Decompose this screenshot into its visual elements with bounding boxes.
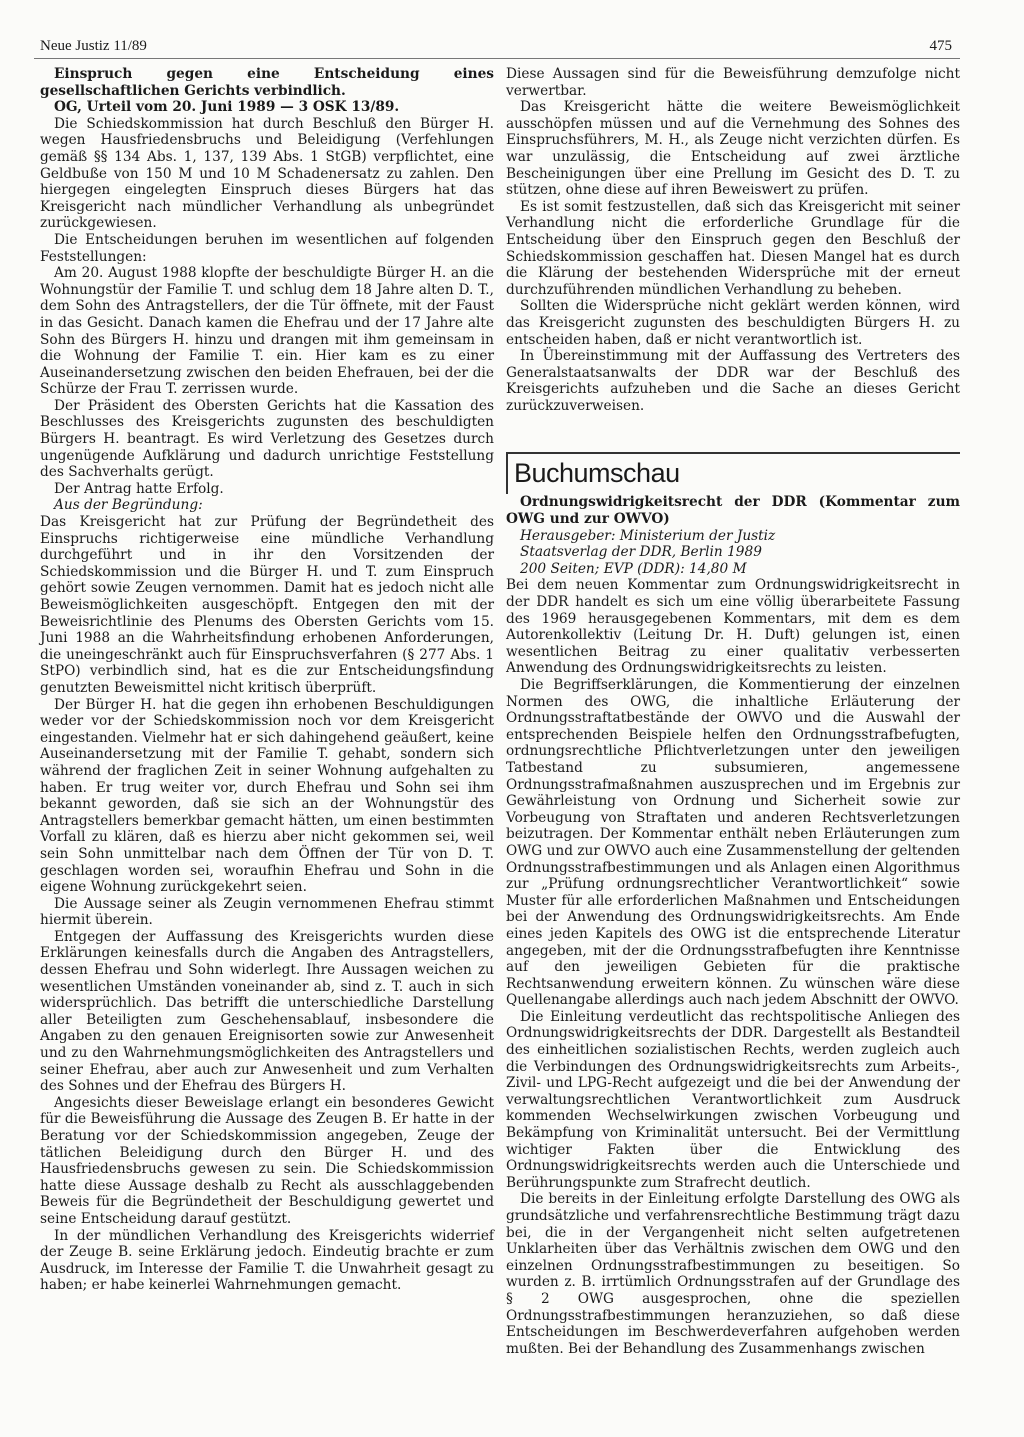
reasoning-subheading: Aus der Begründung:	[54, 497, 203, 514]
journal-issue: Neue Justiz 11/89	[40, 38, 147, 54]
book-editor: Herausgeber: Ministerium der Justiz	[520, 527, 776, 544]
paragraph: Diese Aussagen sind für die Beweisführung demzufolge nicht verwertbar.	[506, 66, 960, 99]
paragraph: Angesichts dieser Beweislage erlangt ein besonderes Gewicht für die Beweisführung die Aussage des Zeugen B. Er hatte in der Beratung vor der Schiedskommission angegeben, Zeuge der tätlichen Beleidigung durch den Bürger H. und des Hausfriedensbruchs gewesen zu sein. Die Schiedskommission hatte diese Aussage deshalb zu Recht als ausschlaggebenden Beweis für die Begründetheit der Beschuldigung gewertet und seine Entscheidung darauf gestützt.	[40, 1094, 494, 1227]
review-paragraph: Die Begriffserklärungen, die Kommentierung der einzelnen Normen des OWG, die inhaltliche Erläuterung der Ordnungsstraftatbestände der OWVO und die Auswahl der entsprechenden Beispiele helfen den Ordnungsstrafbefugten, ordnungsrechtliche Pflichtverletzungen unter den jeweiligen Tatbestand zu subsumieren, angemessene Ordnungsstrafmaßnahmen auszusprechen und im Ergebnis zur Gewährleistung von Ordnung und Sicherheit sowie zur Vorbeugung von Straftaten und anderen Rechtsverletzungen beizutragen. Der Kommentar enthält neben Erläuterungen zum OWG und zur OWVO auch eine Zusammenstellung der geltenden Ordnungsstrafbestimmungen und als Anlagen einen Algorithmus zur „Prüfung ordnungsrechtlicher Verantwortlichkeit“ sowie Muster für alle erforderlichen Maßnahmen und Entscheidungen bei der Anwendung des Ordnungswidrigkeitsrechts. Am Ende eines jeden Kapitels des OWG ist die entsprechende Literatur angegeben, mit der die Ordnungsstrafbefugten ihre Kenntnisse auf den jeweiligen Gebieten für die praktische Rechtsanwendung erweitern können. Zu wünschen wäre diese Quellenangabe allerdings auch nach jedem Abschnitt der OWVO.	[506, 677, 960, 1009]
paragraph: Sollten die Widersprüche nicht geklärt werden können, wird das Kreisgericht zugunsten des beschuldigten Bürgers H. zu entscheiden haben, daß er nicht verantwortlich ist.	[506, 298, 960, 348]
paragraph: Das Kreisgericht hat zur Prüfung der Begründetheit des Einspruchs richtigerweise eine mündliche Verhandlung durchgeführt und in ihr den Vorsitzenden der Schiedskommission und die Bürger H. und T. zum Einspruch gehört sowie Zeugen vernommen. Damit hat es jedoch nicht alle Beweismöglichkeiten ausgeschöpft. Entgegen den mit der Beweisrichtlinie des Plenums des Obersten Gerichts vom 15. Juni 1988 an die Wahrheitsfindung erhobenen Anforderungen, die uneingeschränkt auch für Einspruchsverfahren (§ 277 Abs. 1 StPO) verbindlich sind, hat es die zur Entscheidungsfindung genutzten Beweismittel nicht kritisch überprüft.	[40, 514, 494, 696]
book-price: 200 Seiten; EVP (DDR): 14,80 M	[520, 560, 747, 577]
page-header	[40, 38, 960, 58]
review-paragraph: Bei dem neuen Kommentar zum Ordnungswidrigkeitsrecht in der DDR handelt es sich um eine völlig überarbeitete Fassung des 1969 herausgegebenen Kommentars, mit dem es dem Autorenkollektiv (Leitung Dr. H. Duft) gelungen ist, einen wesentlichen Beitrag zu einer qualitativ verbesserten Anwendung des Ordnungswidrigkeitsrechts zu leisten.	[506, 577, 960, 677]
review-paragraph: Die Einleitung verdeutlicht das rechtspolitische Anliegen des Ordnungswidrigkeitsrechts der DDR. Dargestellt als Bestandteil des einheitlichen sozialistischen Rechts, werden zugleich auch die Verbindungen des Ordnungswidrigkeitsrechts zum Arbeits-, Zivil- und LPG-Recht aufgezeigt und die bei der Anwendung der verwaltungsrechtlichen Verantwortlichkeit zum Ausdruck kommenden Wechselwirkungen zwischen Vorbeugung und Bekämpfung von Kriminalität untersucht. Bei der Vermittlung wichtiger Fakten über die Entwicklung des Ordnungswidrigkeitsrechts werden auch die Unterschiede und Berührungspunkte zum Strafrecht deutlich.	[506, 1008, 960, 1191]
paragraph: Die Entscheidungen beruhen im wesentlichen auf folgenden Feststellungen:	[40, 231, 494, 265]
paragraph: Der Bürger H. hat die gegen ihn erhobenen Beschuldigungen weder vor der Schiedskommission noch vor dem Kreisgericht eingestanden. Vielmehr hat er sich dahingehend geäußert, keine Auseinandersetzung mit der Familie T. gehabt, sondern sich während der fraglichen Zeit in seiner Wohnung aufgehalten zu haben. Er trug weiter vor, durch Ehefrau und Sohn sei ihm bekannt geworden, daß sie sich an der Wohnungstür des Antragstellers bemerkbar gemacht hätten, um einen bestimmten Vorfall zu klären, daß es hierzu aber nicht gekommen sei, weil sein Sohn unmittelbar nach dem Öffnen der Tür von D. T. geschlagen worden sei, woraufhin Ehefrau und Sohn in die eigene Wohnung zurückgekehrt seien.	[40, 696, 494, 896]
paragraph: Es ist somit festzustellen, daß sich das Kreisgericht mit seiner Verhandlung nicht die erforderliche Grundlage für die Entscheidung über den Einspruch gegen den Beschluß der Schiedskommission geschaffen hat. Diesen Mangel hat es durch die Klärung der bestehenden Widersprüche mit der erneut durchzuführenden mündlichen Verhandlung zu beheben.	[506, 198, 960, 298]
case-citation: OG, Urteil vom 20. Juni 1989 — 3 OSK 13/89.	[54, 99, 400, 116]
header-rule	[34, 58, 960, 59]
paragraph: Die Schiedskommission hat durch Beschluß den Bürger H. wegen Hausfriedensbruchs und Beleidigung (Verfehlungen gemäß §§ 134 Abs. 1, 137, 139 Abs. 1 StGB) verpflichtet, eine Geldbuße von 150 M und 10 M Schadenersatz zu zahlen. Den hiergegen eingelegten Einspruch dieses Bürgers hat das Kreisgericht nach mündlicher Verhandlung als unbegründet zurückgewiesen.	[40, 115, 494, 232]
page-number: 475	[929, 38, 952, 54]
right-column	[506, 66, 960, 1357]
paragraph: In der mündlichen Verhandlung des Kreisgerichts widerrief der Zeuge B. seine Erklärung jedoch. Eindeutig brachte er zum Ausdruck, im Interesse der Familie T. die Unwahrheit gesagt zu haben; er habe keinerlei Wahrnehmungen gemacht.	[40, 1227, 494, 1294]
book-review-section	[506, 452, 960, 494]
case-headline: Einspruch gegen eine Entscheidung eines gesellschaftlichen Gerichts verbindlich.	[40, 66, 494, 99]
book-title: Ordnungswidrigkeitsrecht der DDR (Kommentar zum OWG und zur OWVO)	[506, 494, 960, 528]
book-publisher: Staatsverlag der DDR, Berlin 1989	[520, 544, 762, 561]
section-title: Buchumschau	[514, 458, 680, 489]
review-paragraph: Die bereits in der Einleitung erfolgte Darstellung des OWG als grundsätzliche und verfahrensrechtliche Bestimmung trägt dazu bei, die in der Vergangenheit nicht selten aufgetretenen Unklarheiten über das Verhältnis zwischen dem OWG und den einzelnen Ordnungsstrafbestimmungen zu beseitigen. So wurden z. B. irrtümlich Ordnungsstrafen auf der Grundlage des § 2 OWG ausgesprochen, ohne die speziellen Ordnungsstrafbestimmungen heranzuziehen, so daß diese Entscheidungen im Beschwerdeverfahren aufgehoben werden mußten. Bei der Behandlung des Zusammenhangs zwischen	[506, 1191, 960, 1357]
paragraph: Entgegen der Auffassung des Kreisgerichts wurden diese Erklärungen keinesfalls durch die Angaben des Antragstellers, dessen Ehefrau und Sohn widerlegt. Ihre Aussagen weichen zu wesentlichen Umständen voneinander ab, sind z. T. auch in sich widersprüchlich. Das betrifft die unterschiedliche Darstellung aller Beteiligten zum Geschehensablauf, insbesondere die Angaben zu den genauen Ereignisorten sowie zur Anwesenheit und zu den Wahrnehmungsmöglichkeiten des Antragstellers und seiner Ehefrau, aber auch zur Anwesenheit und zum Verhalten des Sohnes und der Ehefrau des Bürgers H.	[40, 928, 494, 1095]
paragraph: Am 20. August 1988 klopfte der beschuldigte Bürger H. an die Wohnungstür der Familie T. und schlug dem 18 Jahre alten D. T., dem Sohn des Antragstellers, der die Tür öffnete, mit der Faust in das Gesicht. Danach kamen die Ehefrau und der 17 Jahre alte Sohn des Bürgers H. hinzu und drangen mit ihm gemeinsam in die Wohnung der Familie T. ein. Hier kam es zu einer Auseinandersetzung zwischen den beiden Ehefrauen, bei der die Schürze der Frau T. zerrissen wurde.	[40, 265, 494, 398]
left-column	[40, 66, 494, 1294]
paragraph: Die Aussage seiner als Zeugin vernommenen Ehefrau stimmt hiermit überein.	[40, 895, 494, 929]
paragraph: Der Antrag hatte Erfolg.	[54, 480, 224, 497]
paragraph: In Übereinstimmung mit der Auffassung des Vertreters des Generalstaatsanwalts der DDR war der Beschluß des Kreisgerichts aufzuheben und die Sache an dieses Gericht zurückzuverweisen.	[506, 348, 960, 414]
paragraph: Der Präsident des Obersten Gerichts hat die Kassation des Beschlusses des Kreisgerichts zugunsten des beschuldigten Bürgers H. beantragt. Es wird Verletzung des Gesetzes durch ungenügende Aufklärung und dadurch unrichtige Feststellung des Sachverhalts gerügt.	[40, 397, 494, 481]
paragraph: Das Kreisgericht hätte die weitere Beweismöglichkeit ausschöpfen müssen und auf die Vernehmung des Sohnes des Einspruchsführers, M. H., als Zeuge nicht verzichten dürfen. Es war unzulässig, die Entscheidung auf zwei ärztliche Bescheinigungen über eine Prellung im Gesicht des D. T. zu stützen, ohne diese auf ihren Beweiswert zu prüfen.	[506, 99, 960, 199]
book-meta	[506, 528, 960, 578]
